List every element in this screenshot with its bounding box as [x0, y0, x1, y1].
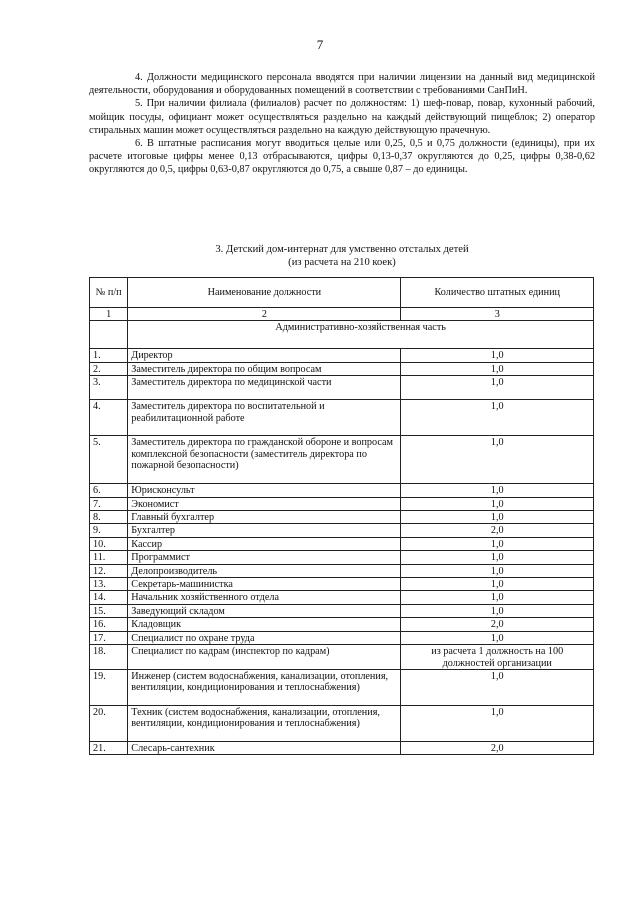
section-empty-cell [90, 321, 128, 349]
row-number: 17. [90, 631, 128, 644]
row-quantity: 2,0 [401, 618, 594, 631]
row-number: 2. [90, 362, 128, 375]
row-quantity: 1,0 [401, 578, 594, 591]
table-row [90, 524, 594, 537]
row-number: 20. [90, 705, 128, 741]
row-quantity: 1,0 [401, 484, 594, 497]
row-quantity: 1,0 [401, 604, 594, 617]
row-number: 19. [90, 669, 128, 705]
row-quantity: 1,0 [401, 669, 594, 705]
row-quantity: 1,0 [401, 497, 594, 510]
row-position: Кассир [128, 537, 401, 550]
row-position: Слесарь-сантехник [128, 741, 401, 754]
row-position: Специалист по охране труда [128, 631, 401, 644]
row-number: 1. [90, 349, 128, 362]
section-title [89, 243, 595, 269]
row-position: Экономист [128, 497, 401, 510]
staffing-table [89, 277, 594, 755]
row-position: Делопроизводитель [128, 564, 401, 577]
table-row [90, 511, 594, 524]
table-row [90, 645, 594, 670]
row-number: 14. [90, 591, 128, 604]
paragraph-6: 6. В штатные расписания могут вводиться целые или 0,25, 0,5 и 0,75 должности (единицы), при их расчете итоговые цифры менее 0,13 отбрасываются, цифры 0,13-0,37 округляются до 0,25, цифры 0,38-0,62 округляются до 0,5, цифры 0,63-0,87 округляются до 0,75, а свыше 0,87 – до единицы. [89, 138, 595, 176]
paragraph-4: 4. Должности медицинского персонала вводятся при наличии лицензии на данный вид медицинской деятельности, оборудования и оборудованных помещений в соответствии с требованиями СанПиН. [89, 72, 595, 97]
row-number: 6. [90, 484, 128, 497]
table-row [90, 669, 594, 705]
table-row [90, 349, 594, 362]
row-quantity: из расчета 1 должность на 100 должностей организации [401, 645, 594, 670]
table-header-row [90, 278, 594, 308]
table-row [90, 578, 594, 591]
section-heading-cell: Административно-хозяйственная часть [128, 321, 594, 349]
paragraph-5: 5. При наличии филиала (филиалов) расчет по должностям: 1) шеф-повар, повар, кухонный рабочий, мойщик посуды, официант может осуществляться раздельно на каждый действующий пищеблок; 2) оператор стиральных машин может осуществляться раздельно на каждую действующую прачечную. [89, 98, 595, 136]
row-quantity: 1,0 [401, 436, 594, 484]
row-number: 4. [90, 400, 128, 436]
table-row [90, 618, 594, 631]
row-position: Программист [128, 551, 401, 564]
column-number: 2 [128, 308, 401, 321]
column-number: 3 [401, 308, 594, 321]
row-quantity: 1,0 [401, 537, 594, 550]
section-row [90, 321, 594, 349]
row-quantity: 1,0 [401, 591, 594, 604]
row-quantity: 1,0 [401, 376, 594, 400]
table-row [90, 705, 594, 741]
row-quantity: 1,0 [401, 551, 594, 564]
row-position: Кладовщик [128, 618, 401, 631]
row-position: Заместитель директора по воспитательной и реабилитационной работе [128, 400, 401, 436]
row-number: 3. [90, 376, 128, 400]
row-position: Заместитель директора по общим вопросам [128, 362, 401, 375]
column-number: 1 [90, 308, 128, 321]
table-row [90, 376, 594, 400]
row-number: 13. [90, 578, 128, 591]
row-position: Главный бухгалтер [128, 511, 401, 524]
row-quantity: 1,0 [401, 631, 594, 644]
page-number: 7 [316, 37, 324, 52]
row-number: 9. [90, 524, 128, 537]
row-number: 12. [90, 564, 128, 577]
row-quantity: 1,0 [401, 349, 594, 362]
section-heading: 3. Детский дом-интернат для умственно отсталых детей [215, 244, 469, 255]
row-position: Инженер (систем водоснабжения, канализации, отопления, вентиляции, кондиционирования и теплоснабжения) [128, 669, 401, 705]
row-position: Секретарь-машинистка [128, 578, 401, 591]
body-text [89, 71, 595, 177]
row-quantity: 1,0 [401, 400, 594, 436]
table-row [90, 564, 594, 577]
row-position: Бухгалтер [128, 524, 401, 537]
row-number: 5. [90, 436, 128, 484]
row-position: Начальник хозяйственного отдела [128, 591, 401, 604]
table-row [90, 436, 594, 484]
row-number: 11. [90, 551, 128, 564]
row-number: 16. [90, 618, 128, 631]
table-row [90, 537, 594, 550]
row-quantity: 2,0 [401, 524, 594, 537]
table-row [90, 400, 594, 436]
row-quantity: 1,0 [401, 705, 594, 741]
table-row [90, 551, 594, 564]
row-number: 7. [90, 497, 128, 510]
header-number: № п/п [90, 278, 128, 308]
row-position: Директор [128, 349, 401, 362]
row-quantity: 2,0 [401, 741, 594, 754]
row-position: Специалист по кадрам (инспектор по кадрам) [128, 645, 401, 670]
row-position: Заместитель директора по гражданской обороне и вопросам комплексной безопасности (заместитель директора по пожарной безопасности) [128, 436, 401, 484]
row-quantity: 1,0 [401, 564, 594, 577]
header-position: Наименование должности [128, 278, 401, 308]
row-number: 18. [90, 645, 128, 670]
table-row [90, 484, 594, 497]
row-quantity: 1,0 [401, 362, 594, 375]
row-number: 21. [90, 741, 128, 754]
table-row [90, 741, 594, 754]
table-row [90, 604, 594, 617]
row-position: Заместитель директора по медицинской части [128, 376, 401, 400]
row-number: 8. [90, 511, 128, 524]
column-number-row [90, 308, 594, 321]
table-row [90, 631, 594, 644]
table-row [90, 591, 594, 604]
table-row [90, 497, 594, 510]
row-position: Заведующий складом [128, 604, 401, 617]
row-position: Юрисконсульт [128, 484, 401, 497]
row-position: Техник (систем водоснабжения, канализации, отопления, вентиляции, кондиционирования и теплоснабжения) [128, 705, 401, 741]
row-number: 10. [90, 537, 128, 550]
table-row [90, 362, 594, 375]
header-quantity: Количество штатных единиц [401, 278, 594, 308]
row-quantity: 1,0 [401, 511, 594, 524]
section-subheading: (из расчета на 210 коек) [288, 257, 396, 268]
row-number: 15. [90, 604, 128, 617]
